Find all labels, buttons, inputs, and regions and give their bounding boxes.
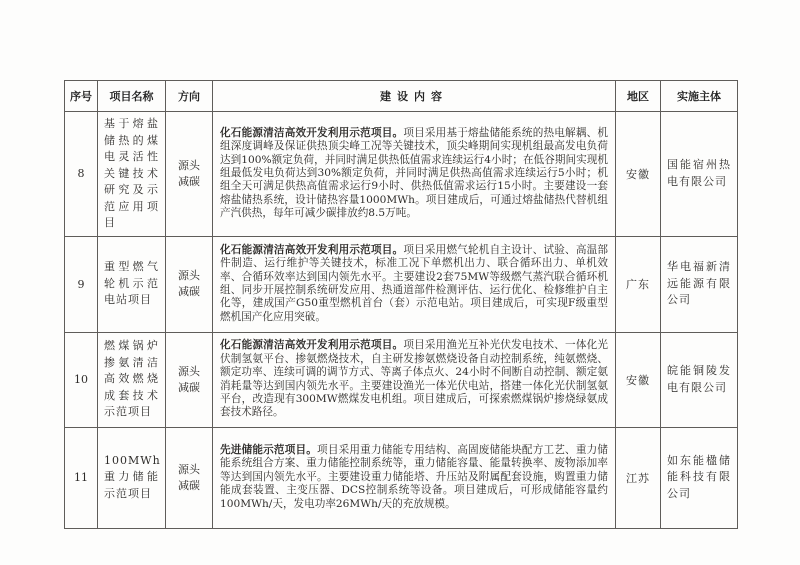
construction-content xyxy=(213,427,616,528)
table-row xyxy=(65,112,738,237)
projects-table xyxy=(64,80,738,529)
content-lead: 化石能源清洁高效开发利用示范项目。 xyxy=(220,243,404,256)
direction: 源头减碳 xyxy=(166,112,213,237)
region: 安徽 xyxy=(616,112,661,237)
project-name: 基于熔盐储热的煤电灵活性关键技术研究及示范应用项目 xyxy=(98,112,166,237)
column-header-region: 地区 xyxy=(616,81,661,112)
region: 江苏 xyxy=(616,427,661,528)
construction-content xyxy=(213,236,616,332)
table-row xyxy=(65,332,738,427)
column-header-no: 序号 xyxy=(65,81,98,112)
row-number: 9 xyxy=(65,236,98,332)
project-name: 燃煤锅炉掺氨清洁高效燃烧成套技术示范项目 xyxy=(98,332,166,427)
project-name: 重型燃气轮机示范电站项目 xyxy=(98,236,166,332)
implementer: 国能宿州热电有限公司 xyxy=(661,112,738,237)
row-number: 10 xyxy=(65,332,98,427)
column-header-implementer: 实施主体 xyxy=(661,81,738,112)
row-number: 11 xyxy=(65,427,98,528)
implementer: 皖能铜陵发电有限公司 xyxy=(661,332,738,427)
column-header-content: 建设内容 xyxy=(213,81,616,112)
implementer: 华电福新清远能源有限公司 xyxy=(661,236,738,332)
row-number: 8 xyxy=(65,112,98,237)
table-row xyxy=(65,236,738,332)
content-body: 项目采用重力储能专用结构、高固废储能块配方工艺、重力储能系统组合方案、重力储能控制系统等，重力储能容量、能量转换率、废物添加率等达到国内领先水平。主要建设重力储能塔、升压站及附属配套设施，购置重力储能成套装置、主变压器、DCS控制系统等设备。项目建成后，可形成储能容量约100MWh/天，发电功率26MWh/天的充放规模。 xyxy=(220,443,608,510)
column-header-name: 项目名称 xyxy=(98,81,166,112)
region: 广东 xyxy=(616,236,661,332)
content-body: 项目采用渔光互补光伏发电技术、一体化光伏制氢氨平台、掺氨燃烧技术，自主研发掺氨燃烧设备自动控制系统，纯氨燃烧、额定功率、连续可调的调节方式、等离子体点火、24小时不间断自动控制、额定氨消耗量等达到国内领先水平。主要建设渔光一体光伏电站，搭建一体化光伏制氢氨平台，改造现有300MW燃煤发电机组。项目建成后，可探索燃煤锅炉掺烧绿氨成套技术路径。 xyxy=(220,339,608,419)
construction-content xyxy=(213,332,616,427)
table-row xyxy=(65,427,738,528)
content-body: 项目采用基于熔盐储能系统的热电解耦、机组深度调峰及保证供热顶尖峰工况等关键技术，顶尖峰期间实现机组最高发电负荷达到100%额定负荷，并同时满足供热低值需求连续运行4小时；在低谷期间实现机组最低发电负荷达到30%额定负荷，并同时满足供热高值需求连续运行5小时；机组全天可满足供热高值需求运行9小时、供热低值需求运行15小时。主要建设一套熔盐储热系统，设计储热容量1000MWh。项目建成后，可通过熔盐储热代替机组产汽供热，每年可减少碳排放约8.5万吨。 xyxy=(220,126,608,220)
content-lead: 化石能源清洁高效开发利用示范项目。 xyxy=(220,339,404,352)
content-lead: 化石能源清洁高效开发利用示范项目。 xyxy=(220,126,404,139)
implementer: 如东能楹储能科技有限公司 xyxy=(661,427,738,528)
column-header-direction: 方向 xyxy=(166,81,213,112)
region: 安徽 xyxy=(616,332,661,427)
content-lead: 先进储能示范项目。 xyxy=(220,443,318,456)
direction: 源头减碳 xyxy=(166,236,213,332)
table-header-row xyxy=(65,81,738,112)
project-name: 100MWh 重力储能示范项目 xyxy=(98,427,166,528)
direction: 源头减碳 xyxy=(166,427,213,528)
direction: 源头减碳 xyxy=(166,332,213,427)
content-body: 项目采用燃气轮机自主设计、试验、高温部件制造、运行维护等关键技术，标准工况下单燃机出力、联合循环出力、单机效率、合循环效率达到国内领先水平。主要建设2套75MW等级燃气蒸汽联合循环机组、同步开展控制系统研发应用、热通道部件检测评估、运行优化、检修维护自主化等，建成国产G50重型燃机首台（套）示范电站。项目建成后，可实现F级重型燃机国产化应用突破。 xyxy=(220,243,608,323)
construction-content xyxy=(213,112,616,237)
